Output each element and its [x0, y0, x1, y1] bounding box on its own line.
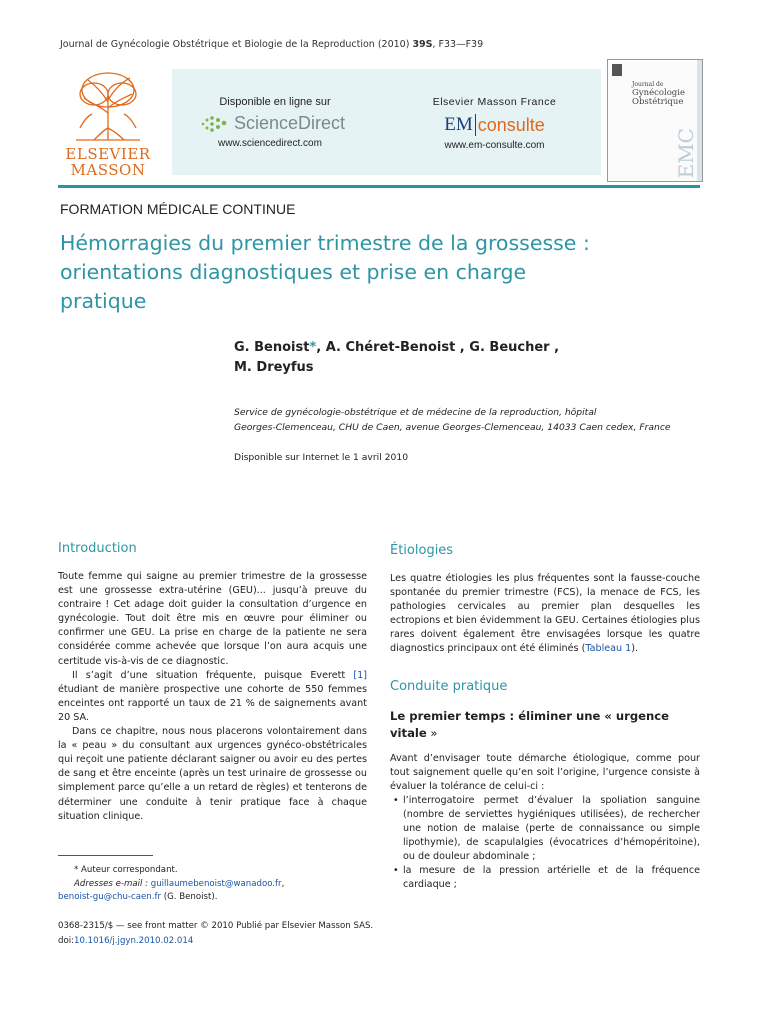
tolerance-list — [390, 794, 700, 893]
elsevier-masson-logo — [58, 68, 158, 180]
email-label: Adresses e-mail : — [74, 878, 151, 889]
corresponding-author-footnote — [58, 864, 378, 905]
list-item: • la mesure de la pression artérielle et de la fréquence cardiaque ; — [403, 864, 700, 892]
journal-cover-thumbnail — [607, 59, 703, 182]
cover-title-line: Obstétrique — [632, 97, 684, 107]
subheading-text: Le premier temps : éliminer une « urgence — [390, 708, 670, 723]
footnote-text: (G. Benoist). — [161, 892, 218, 902]
introduction-paragraph — [58, 669, 367, 725]
masson-wordmark: MASSON — [70, 161, 146, 179]
cover-title — [632, 80, 685, 107]
premier-temps-subheading — [390, 708, 700, 742]
journal-name: Journal de Gynécologie Obstétrique et Biologie de la Reproduction (2010) — [60, 39, 413, 50]
cover-emc-mark: EMC — [674, 128, 698, 179]
doi-label: doi: — [58, 935, 74, 946]
list-item: • l’interrogatoire permet d’évaluer la spoliation sanguine (nombre de serviettes hygiéniques utilisées), de rechercher une notion de malaise (perte de connaissance ou simple lipothymie), de scapulalgies (évocatrices d’hémopéritoine), ou de douleur abdominale ; — [403, 794, 700, 864]
paragraph-text: étudiant de manière prospective une cohorte de 550 femmes enceintes ont rapporté un taux de 21 % de saignements avant 20 SA. — [58, 683, 367, 723]
affiliation-line: Service de gynécologie-obstétrique et de médecine de la reproduction, hôpital — [234, 407, 597, 418]
em-brand: EM — [444, 114, 473, 135]
author-name: M. Dreyfus — [234, 360, 314, 375]
online-date: Disponible sur Internet le 1 avril 2010 — [234, 452, 409, 463]
sciencedirect-label: Disponible en ligne sur — [219, 96, 331, 108]
reference-link[interactable]: [1] — [353, 669, 367, 681]
online-availability-banner — [172, 69, 601, 175]
left-column — [58, 541, 367, 824]
emconsulte-logo[interactable] — [407, 114, 582, 136]
introduction-paragraph: Toute femme qui saigne au premier trimestre de la grossesse est une grossesse extra-utérine (GEU)... jusqu’à preuve du contraire ! Cet adage doit guider la consultation d’urgence en gynécologie. Tout doit être mis en œuvre pour éliminer ou confirmer une GEU. La prise en charge de la patiente ne sera considérée comme achevée que lorsque l’on aura acquis une certitude vis-à-vis de ce diagnostic. — [58, 571, 367, 667]
footnote-rule — [58, 855, 153, 856]
footnote-text: Auteur correspondant. — [78, 865, 178, 875]
right-column — [390, 543, 700, 893]
sciencedirect-url[interactable]: www.sciencedirect.com — [218, 138, 322, 149]
paragraph-text: ). — [631, 643, 639, 655]
affiliation — [234, 405, 704, 435]
journal-pages: , F33—F39 — [432, 39, 484, 50]
article-title — [60, 229, 700, 316]
introduction-paragraph: Dans ce chapitre, nous nous placerons volontairement dans la « peau » du consultant aux urgences gynéco-obstétricales qui reçoit une patiente déclarant saigner ou avoir eu des pertes de sang et être enceinte (après un test urinaire de grossesse ou simplement parce qu’elle a un retard de règles) et tenterons de déterminer une conduite à tenir pratique face à chaque situation clinique. — [58, 726, 367, 822]
introduction-heading: Introduction — [58, 541, 137, 556]
copyright-line: 0368-2315/$ — see front matter © 2010 Publié par Elsevier Masson SAS. — [58, 921, 374, 931]
author-list — [234, 338, 674, 378]
cover-title-line: Journal de — [632, 81, 664, 88]
email-link[interactable]: benoist-gu@chu-caen.fr — [58, 892, 162, 902]
sciencedirect-block — [200, 96, 370, 149]
corresponding-author-marker[interactable]: * — [309, 340, 317, 355]
elsevier-wordmark: ELSEVIER — [65, 145, 151, 163]
author-name: G. Benoist — [234, 340, 310, 355]
subheading-text: » — [426, 725, 438, 740]
title-line: orientations diagnostiques et prise en charge — [60, 260, 527, 284]
cover-title-line: Gynécologie — [632, 88, 686, 98]
emconsulte-label: Elsevier Masson France — [432, 96, 557, 108]
table-reference-link[interactable]: Tableau 1 — [585, 643, 632, 655]
sciencedirect-logo[interactable] — [200, 113, 370, 134]
etiologies-paragraph — [390, 572, 700, 657]
elsevier-tree-icon — [70, 68, 146, 142]
sciencedirect-brand: ScienceDirect — [234, 113, 346, 133]
emconsulte-block — [407, 96, 582, 151]
author-names: , A. Chéret-Benoist , G. Beucher , — [316, 340, 560, 355]
header-rule — [58, 185, 700, 188]
conduite-paragraph: Avant d’envisager toute démarche étiologique, comme pour tout saignement quelle qu’en soit l’origine, l’urgence consiste à évaluer la tolérance de celui-ci : — [390, 752, 700, 792]
paragraph-text: Il s’agit d’une situation fréquente, puisque Everett — [72, 669, 354, 681]
affiliation-line: Georges-Clemenceau, CHU de Caen, avenue Georges-Clemenceau, 14033 Caen cedex, France — [234, 422, 671, 433]
title-line: Hémorragies du premier trimestre de la grossesse : — [60, 231, 590, 255]
footnote-marker: * — [74, 865, 79, 875]
conduite-pratique-heading: Conduite pratique — [390, 678, 508, 694]
email-separator: , — [281, 878, 285, 889]
copyright-block — [58, 919, 418, 948]
doi-link[interactable]: 10.1016/j.jgyn.2010.02.014 — [74, 935, 194, 946]
email-link[interactable]: guillaumebenoist@wanadoo.fr — [150, 878, 282, 889]
section-label: FORMATION MÉDICALE CONTINUE — [60, 201, 296, 217]
journal-citation — [60, 39, 483, 50]
etiologies-heading: Étiologies — [390, 543, 454, 558]
cover-logo-icon — [612, 64, 622, 76]
sciencedirect-dots-icon — [200, 115, 230, 133]
emconsulte-url[interactable]: www.em-consulte.com — [444, 140, 545, 151]
journal-volume: 39S — [412, 39, 433, 50]
em-divider — [475, 114, 476, 136]
subheading-text: vitale — [390, 725, 427, 740]
title-line: pratique — [60, 289, 147, 313]
paragraph-text: Les quatre étiologies les plus fréquentes sont la fausse-couche spontanée du premier trimestre (FCS), la menace de FCS, les pathologies cervicales au premier plan desquelles les ectropions et bien évidemment la GEU. Certaines étiologies plus rares doivent également être envisagées lorsque les quatre diagnostics principaux ont été éliminés ( — [390, 573, 700, 655]
consulte-brand: consulte — [477, 114, 545, 135]
